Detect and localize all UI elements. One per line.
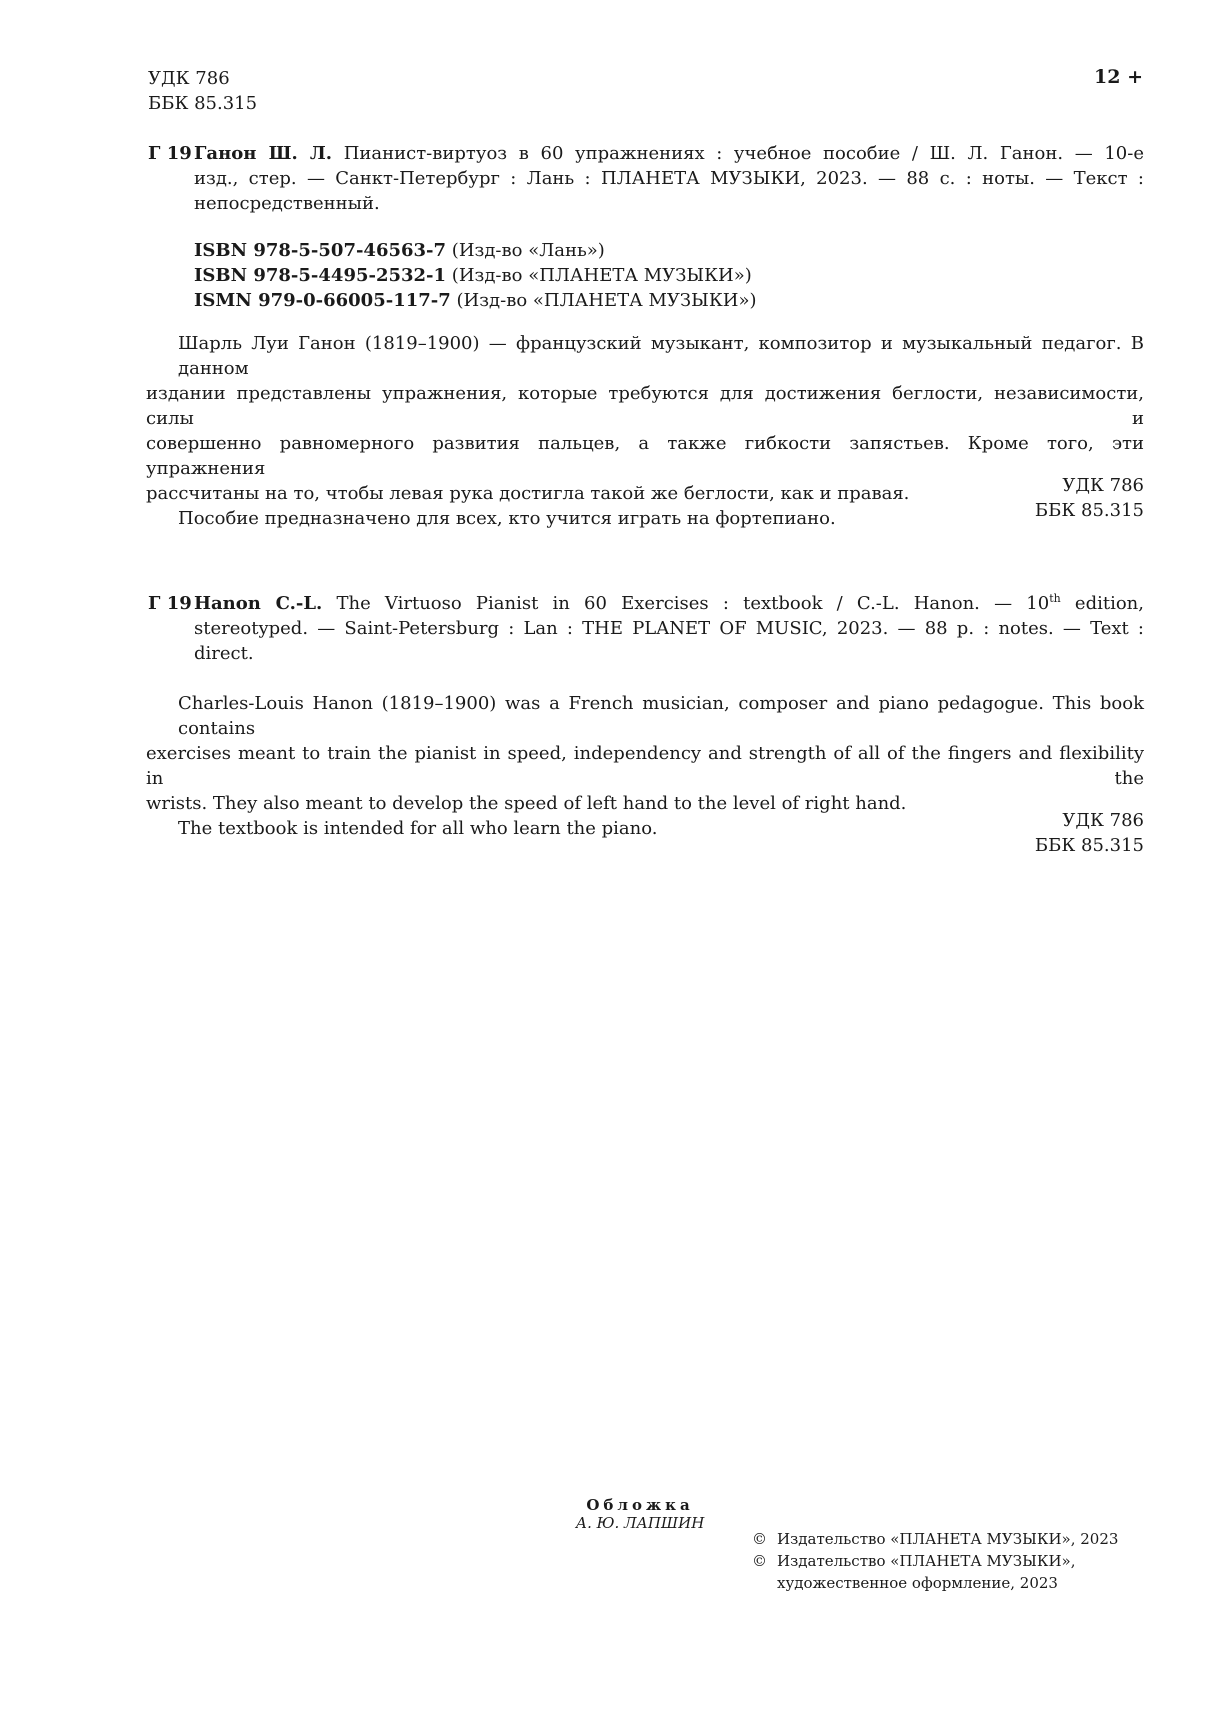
en-annotation-line: Charles-Louis Hanon (1819–1900) was a French musician, composer and piano pedagogue. This book contains [178,693,1144,739]
en-bibliographic-entry [194,591,1144,666]
isbn-row [194,263,756,288]
en-classification [900,808,1144,858]
ismn-number: ISMN 979-0-66005-117-7 [194,290,451,311]
isbn-publisher: (Изд-во «Лань») [451,240,605,261]
en-entry-sup: th [1049,592,1061,605]
en-entry-line1-b: edition, [1060,593,1144,614]
copyright-row [752,1528,1152,1550]
isbn-publisher: (Изд-во «ПЛАНЕТА МУЗЫКИ») [451,265,752,286]
ru-bibliographic-entry [194,141,1144,216]
isbn-number: ISBN 978-5-4495-2532-1 [194,265,447,286]
ru-bbk: ББК 85.315 [1034,500,1144,521]
isbn-number: ISBN 978-5-507-46563-7 [194,240,447,261]
age-rating: 12 + [1094,66,1143,88]
ru-entry-line2: изд., стер. — Санкт-Петербург : Лань : ПЛАНЕТА МУЗЫКИ, 2023. — 88 с. : ноты. — Текст : [194,168,1144,189]
ru-author-code: Г 19 [148,143,192,164]
en-annotation-line: wrists. They also meant to develop the speed of left hand to the level of right hand. [146,793,907,814]
header-bbk: ББК 85.315 [148,93,258,114]
header-classification [148,66,257,116]
copyright-row [752,1550,1152,1572]
copyright-line: художественное оформление, 2023 [777,1574,1058,1592]
copyright-icon: © [752,1552,767,1570]
ru-annotation-line: совершенно равномерного развития пальцев, а также гибкости запястьев. Кроме того, эти упражнения [146,433,1144,479]
en-annotation-p1 [146,691,1144,816]
en-author-code: Г 19 [148,593,192,614]
en-bbk: ББК 85.315 [1034,835,1144,856]
ru-udk: УДК 786 [1062,475,1144,496]
cover-credit [500,1496,780,1532]
ru-classification [900,473,1144,523]
ru-author: Ганон Ш. Л. [194,143,333,164]
copyright-block [752,1528,1152,1594]
isbn-row [194,238,756,263]
en-entry-line2: stereotyped. — Saint-Petersburg : Lan : THE PLANET OF MUSIC, 2023. — 88 p. : notes. — Text : [194,618,1144,639]
ru-entry-line1: Пианист-виртуоз в 60 упражнениях : учебное пособие / Ш. Л. Ганон. — 10-е [343,143,1144,164]
en-entry-line1-a: The Virtuoso Pianist in 60 Exercises : textbook / C.-L. Hanon. — 10 [336,593,1050,614]
en-annotation-p2: The textbook is intended for all who learn the piano. [178,818,658,839]
cover-credit-label: Обложка [586,1496,694,1514]
copyright-line: Издательство «ПЛАНЕТА МУЗЫКИ», [777,1552,1076,1570]
ru-isbn-list [194,238,756,313]
copyright-line: Издательство «ПЛАНЕТА МУЗЫКИ», 2023 [777,1530,1119,1548]
ru-entry-line3: непосредственный. [194,193,380,214]
cover-credit-name: А. Ю. ЛАПШИН [575,1514,705,1532]
en-author: Hanon C.-L. [194,593,323,614]
en-udk: УДК 786 [1062,810,1144,831]
ru-annotation-line: рассчитаны на то, чтобы левая рука достигла такой же беглости, как и правая. [146,483,910,504]
copyright-icon: © [752,1530,767,1548]
header-udk: УДК 786 [148,68,230,89]
en-annotation-line: exercises meant to train the pianist in speed, independency and strength of all of the fingers and flexibility in the [146,743,1144,789]
isbn-row [194,288,756,313]
en-entry-line3: direct. [194,643,254,664]
ru-annotation-line: Шарль Луи Ганон (1819–1900) — французский музыкант, композитор и музыкальный педагог. В данном [178,333,1144,379]
ru-annotation-p2: Пособие предназначено для всех, кто учится играть на фортепиано. [178,508,836,529]
en-entry-line1 [336,593,1144,614]
ru-annotation-line: издании представлены упражнения, которые требуются для достижения беглости, независимости, силы и [146,383,1144,429]
isbn-publisher: (Изд-во «ПЛАНЕТА МУЗЫКИ») [456,290,757,311]
